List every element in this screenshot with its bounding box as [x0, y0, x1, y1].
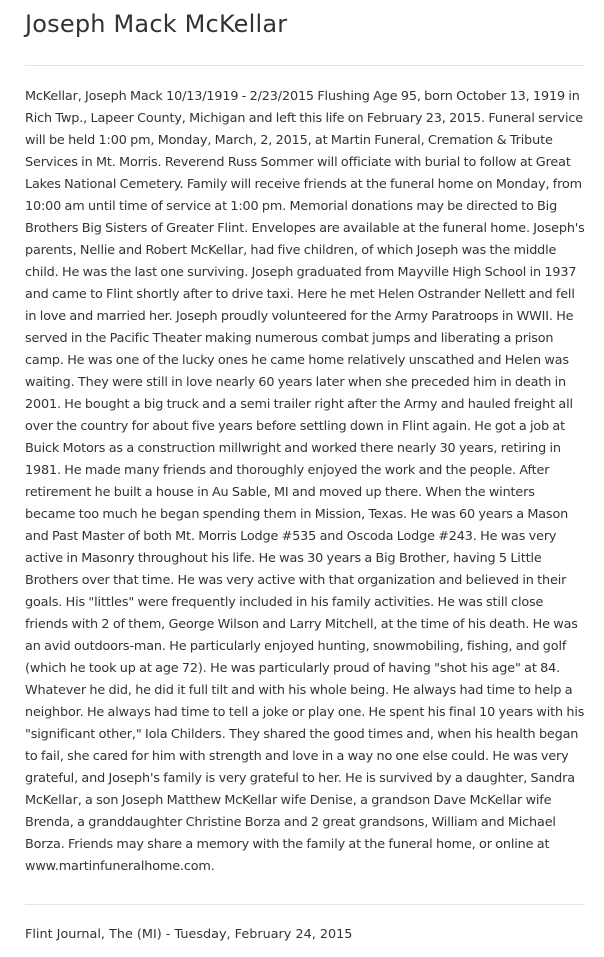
publication-source: Flint Journal, The (MI) - Tuesday, February 24, 2015 — [25, 927, 353, 942]
obituary-title: Joseph Mack McKellar — [25, 10, 288, 38]
title-divider — [25, 65, 585, 66]
obituary-body: McKellar, Joseph Mack 10/13/1919 - 2/23/2015 Flushing Age 95, born October 13, 1919 in Rich Twp., Lapeer County, Michigan and left this life on February 23, 2015. Funeral service will be held 1:00 pm, Monday, March, 2, 2015, at Martin Funeral, Cremation & Tribute Services in Mt. Morris. Reverend Russ Sommer will officiate with burial to follow at Great Lakes National Cemetery. Family will receive friends at the funeral home on Monday, from 10:00 am until time of service at 1:00 pm. Memorial donations may be directed to Big Brothers Big Sisters of Greater Flint. Envelopes are available at the funeral home. Joseph's parents, Nellie and Robert McKellar, had five children, of which Joseph was the middle child. He was the last one surviving. Joseph graduated from Mayville High School in 1937 and came to Flint shortly after to drive taxi. Here he met Helen Ostrander Nellett and fell in love and married her. Joseph proudly volunteered for the Army Paratroops in WWII. He served in the Pacific Theater making numerous combat jumps and liberating a prison camp. He was one of the lucky ones he came home relatively unscathed and Helen was waiting. They were still in love nearly 60 years later when she preceded him in death in 2001. He bought a big truck and a semi trailer right after the Army and hauled freight all over the country for about five years before settling down in Flint again. He got a job at Buick Motors as a construction millwright and worked there nearly 30 years, retiring in 1981. He made many friends and thoroughly enjoyed the work and the people. After retirement he built a house in Au Sable, MI and moved up there. When the winters became too much he began spending them in Mission, Texas. He was 60 years a Mason and Past Master of both Mt. Morris Lodge #535 and Oscoda Lodge #243. He was very active in Masonry throughout his life. He was 30 years a Big Brother, having 5 Little Brothers over that time. He was very active with that organization and believed in their goals. His "littles" were frequently included in his family activities. He was still close friends with 2 of them, George Wilson and Larry Mitchell, at the time of his death. He was an avid outdoors-man. He particularly enjoyed hunting, snowmobiling, fishing, and golf (which he took up at age 72). He was particularly proud of having "shot his age" at 84. Whatever he did, he did it full tilt and with his whole being. He always had time to help a neighbor. He always had time to tell a joke or play one. He spent his final 10 years with his "significant other," Iola Childers. They shared the good times and, when his health began to fail, she cared for him with strength and love in a way no one else could. He was very grateful, and Joseph's family is very grateful to her. He is survived by a daughter, Sandra McKellar, a son Joseph Matthew McKellar wife Denise, a grandson Dave McKellar wife Brenda, a granddaughter Christine Borza and 2 great grandsons, William and Michael Borza. Friends may share a memory with the family at the funeral home, or online at www.martinfuneralhome.com. — [25, 89, 585, 874]
obituary-page — [25, 0, 585, 942]
footer-divider — [25, 904, 585, 905]
